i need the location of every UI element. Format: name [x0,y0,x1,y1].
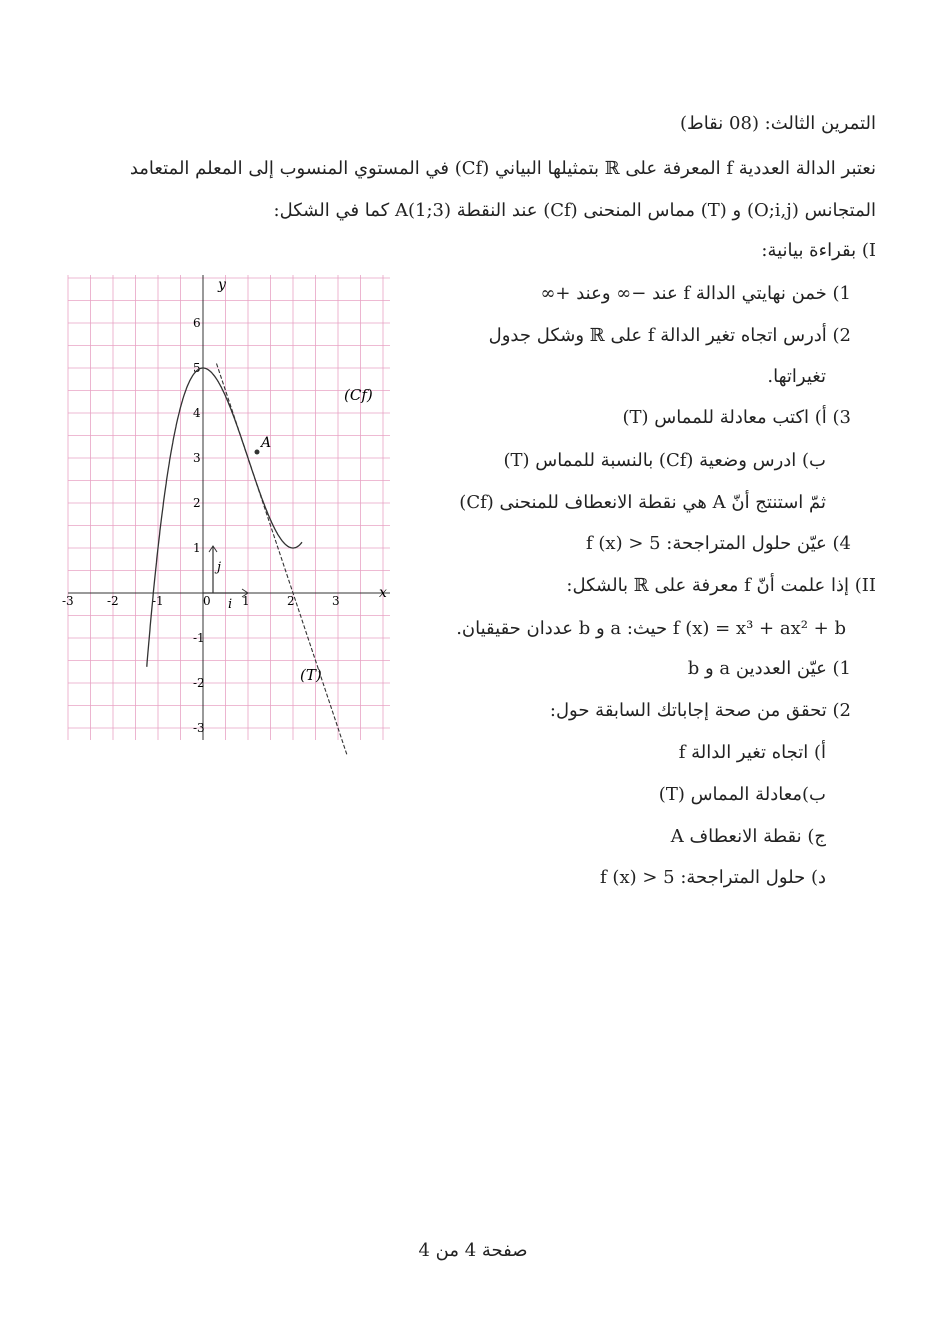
part2-heading: II) إذا علمت أنّ f معرفة على ℝ بالشكل: [566,575,876,596]
y-tick-label: 2 [193,496,201,510]
exercise-title: التمرين الثالث: (08 نقاط) [680,113,876,134]
unit-i-label: i [228,597,233,612]
question-1-2: 2) أدرس اتجاه تغير الدالة f على ℝ وشكل جدول [488,325,851,346]
point-a-label: A [261,435,272,451]
x-axis-label: x [379,585,387,601]
question-2-2b: ب)معادلة المماس (T) [658,784,826,805]
y-tick-label: 6 [193,316,201,330]
function-definition: f (x) = x³ + ax² + b حيث: a و b عددان حقيقيان. [456,618,846,639]
y-tick-label: -1 [193,631,205,645]
x-tick-label: 2 [287,594,295,608]
y-axis-label: y [218,277,226,293]
question-1-3a: 3) أ) اكتب معادلة للمماس (T) [622,407,851,428]
x-tick-label: -2 [107,594,119,608]
question-1-1: 1) خمن نهايتي الدالة f عند −∞ وعند +∞ [540,283,851,304]
point-a-marker [255,450,260,455]
y-tick-label: -3 [193,721,205,735]
question-2-2d: د) حلول المتراجحة: f (x) > 5 [600,867,826,888]
question-2-2c: ج) نقطة الانعطاف A [670,826,826,847]
y-tick-label: 1 [193,541,201,555]
question-1-3c: ثمّ استنتج أنّ A هي نقطة الانعطاف للمنحنى (Cf) [459,492,826,513]
tangent-t [217,364,348,756]
y-tick-label: 5 [193,361,201,375]
unit-j-label: j [217,560,222,575]
tangent-t-label: (T) [300,666,322,684]
question-1-3b: ب) ادرس وضعية (Cf) بالنسبة للمماس (T) [503,450,826,471]
y-tick-label: 4 [193,406,201,420]
intro-line-2: المتجانس (O;i,j) و (T) مماس المنحنى (Cf) عند النقطة A(1;3) كما في الشكل: [273,200,876,221]
question-1-4: 4) عيّن حلول المتراجحة: f (x) > 5 [586,533,851,554]
y-tick-label: -2 [193,676,205,690]
intro-line-1: نعتبر الدالة العددية f المعرفة على ℝ بتمثيلها البياني (Cf) في المستوي المنسوب إلى المعلم المتعامد [129,158,876,179]
curve-cf-label: (Cf) [344,386,373,404]
page-footer: صفحة 4 من 4 [418,1240,528,1261]
question-1-2-cont: تغيراتها. [767,366,826,387]
part1-heading: I) بقراءة بيانية: [761,240,876,261]
x-tick-label: -1 [152,594,164,608]
y-tick-label: 3 [193,451,201,465]
grid [68,275,390,740]
x-tick-label: 3 [332,594,340,608]
question-2-2: 2) تحقق من صحة إجاباتك السابقة حول: [549,700,851,721]
x-tick-label: 1 [242,594,250,608]
x-tick-label: -3 [62,594,74,608]
function-graph [62,275,390,740]
question-2-1: 1) عيّن العددين a و b [687,658,851,679]
origin-label: 0 [203,594,211,608]
question-2-2a: أ) اتجاه تغير الدالة f [678,742,826,763]
